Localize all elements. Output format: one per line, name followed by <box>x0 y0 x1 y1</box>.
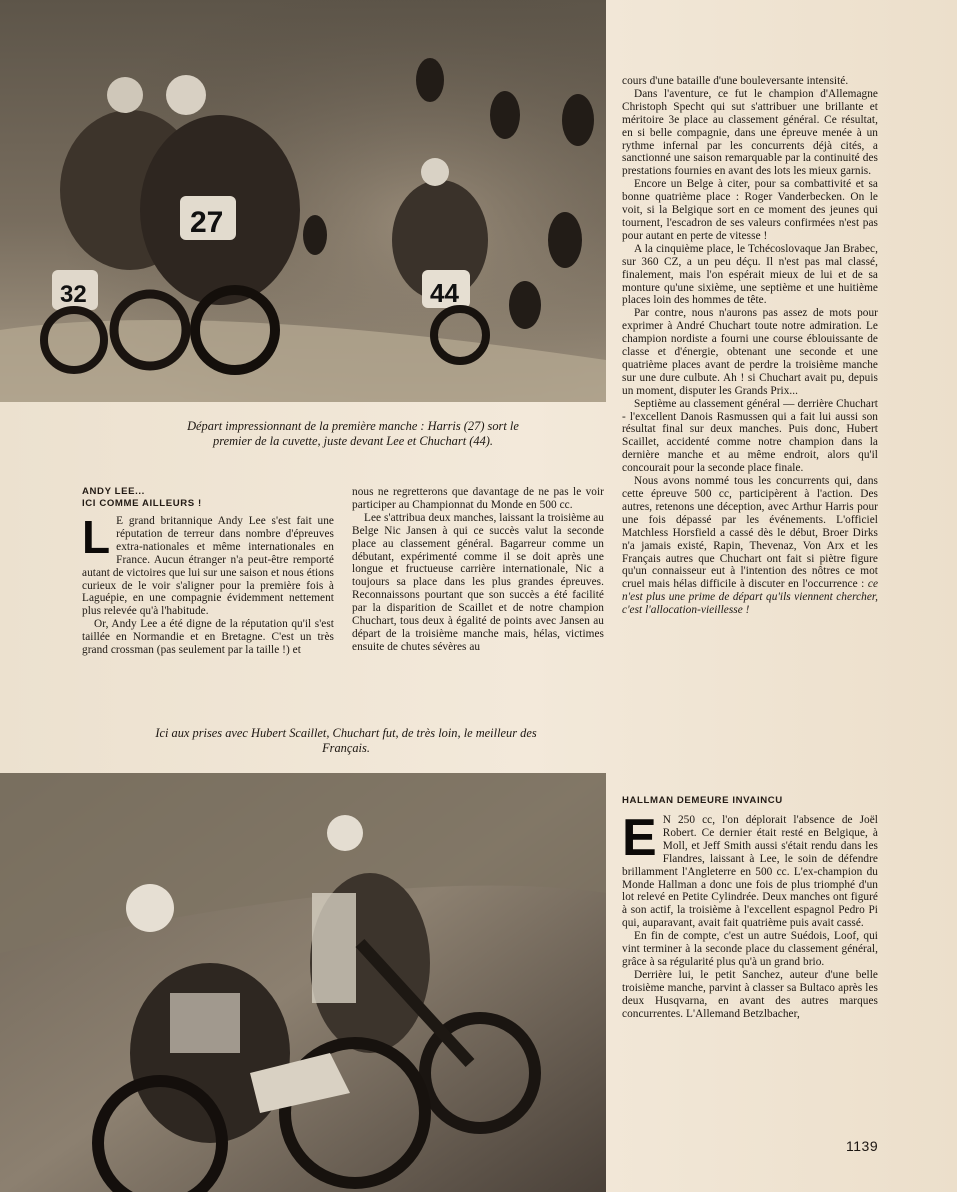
article-column-middle <box>352 486 604 654</box>
section-heading-line1: ANDY LEE... <box>82 486 145 497</box>
caption-top: Départ impressionnant de la première manche : Harris (27) sort le premier de la cuvette, juste devant Lee et Chuchart (44). <box>187 419 519 448</box>
paragraph: Septième au classement général — derrière Chuchart - l'excellent Danois Rasmussen qui a fait lui aussi son résultat final sur deux manches. Puis donc, Hubert Scaillet, accidenté comme notre champion dans la dernière manche et au même endroit, alors qu'il concourait pour la seconde place finale. <box>622 397 878 475</box>
bike-number-44: 44 <box>430 278 459 308</box>
race-start-photo <box>0 0 606 402</box>
paragraph-text: E grand britannique Andy Lee s'est fait une réputation de terreur dans nombre d'épreuves extra-nationales et même internationales en France. Aucun étranger n'a peut-être remporté autant de victoires que lui sur une saison et nous étions curieux de le voir s'aligner pour la première fois à Laguépie, en une compagnie évidemment nettement plus relevée qu'à l'habitude. <box>82 515 334 618</box>
page-number: 1139 <box>846 1138 879 1154</box>
section-heading-line2: ICI COMME AILLEURS ! <box>82 498 202 509</box>
paragraph: Encore un Belge à citer, pour sa combattivité et sa bonne quatrième place : Roger Vanderbecken. On le voit, si la Belgique sort en ce moment des jeunes qui tournent, l'escadron de ses valeurs confirmées n'est pas pour autant en perte de vitesse ! <box>622 178 878 242</box>
paragraph <box>622 475 878 617</box>
article-column-left <box>82 486 334 657</box>
article-column-right-bottom <box>622 795 878 1021</box>
paragraph: Lee s'attribua deux manches, laissant la troisième au Belge Nic Jansen à qui ce succès valut la seconde place au classement général. Bagarreur comme un débutant, expérimenté comme il se doit après une longue et fructueuse carrière internationale, Nic a toujours sa place dans les plus grandes épreuves. Reconnaissons pourtant que son succès a été facilité par la disparition de Scaillet et de notre champion Chuchart, tous deux à égalité de points avec Jansen au départ de la troisième manche mais, hélas, victimes ensuite de chutes sévères au <box>352 511 604 653</box>
drop-cap: E <box>622 809 657 867</box>
article-column-right <box>622 75 878 617</box>
bike-number-32: 32 <box>60 281 87 308</box>
paragraph-text: Nous avons nommé tous les concurrents qui, dans cette épreuve 500 cc, participèrent à l'action. Des autres, retenons une déception, avec Arthur Harris pour une fois dépassé par les événements. L'officiel Matchless Horsfield a cassé dès le début, Broer Dirks n'a jamais existé, Rapin, Thevenaz, Von Arx et les Français autres que Chuchart ont fait si piètre figure qu'un connaisseur eut à l'intention des nôtres ce mot cruel mais hélas difficile à discuter en l'occurrence : <box>622 475 878 591</box>
paragraph: Derrière lui, le petit Sanchez, auteur d'une belle troisième manche, parvint à classer sa Bultaco après les deux Husqvarna, en avant des autres marques concurrentes. L'Allemand Betzlbacher, <box>622 968 878 1020</box>
paragraph: cours d'une bataille d'une bouleversante intensité. <box>622 75 849 87</box>
bike-number-27: 27 <box>190 206 224 239</box>
paragraph: A la cinquième place, le Tchécoslovaque Jan Brabec, sur 360 CZ, a un peu déçu. Il n'est pas mal classé, finalement, mais l'on espérait mieux de lui et de sa monture qu'une sixième, une septième et une huitième places loin des hommes de tête. <box>622 242 878 307</box>
paragraph: Dans l'aventure, ce fut le champion d'Allemagne Christoph Specht qui sut s'attribuer une brillante et méritoire 3e place au classement général. Ce résultat, en si belle compagnie, dans une épreuve menée à un rythme infernal par les concurrents déjà cités, a sanctionné une saison remarquable par la continuité des prestations fournies en avant des lots les mieux garnis. <box>622 87 878 178</box>
drop-cap: L <box>82 511 111 563</box>
chuchart-scaillet-photo <box>0 773 606 1192</box>
quote-text: ce n'est plus une prime de départ qu'ils viennent chercher, c'est l'allocation-vieillesse ! <box>622 578 879 617</box>
paragraph <box>82 511 334 618</box>
paragraph: nous ne regretterons que davantage de ne pas le voir participer au Championnat du Monde en 500 cc. <box>352 486 604 511</box>
paragraph <box>622 809 878 930</box>
paragraph: Par contre, nous n'aurons pas assez de mots pour exprimer à André Chuchart toute notre admiration. Le champion nordiste a fourni une course éblouissante de classe et d'énergie, obtenant une seconde et une quatrième places avant de perdre la troisième manche sur une dure culbute. Ah ! si Chuchart avait pu, depuis un moment, disputer les Grands Prix... <box>622 307 878 397</box>
paragraph-text: N 250 cc, l'on déplorait l'absence de Joël Robert. Ce dernier était resté en Belgique, à Moll, et Jeff Smith aussi s'était rendu dans les Flandres, laissant à Lee, le soin de défendre brillamment l'Angleterre en 500 cc. L'ex-champion du Monde Hallman a donc une fois de plus triomphé d'un lot relevé en Petite Cylindrée. Deux manches ont figuré à son actif, la troisième à l'excellent espagnol Pedro Pi qui, auparavant, avait fait quatrième puis avait cassé. <box>622 814 878 930</box>
paragraph: En fin de compte, c'est un autre Suédois, Loof, qui vint terminer à la seconde place du classement général, grâce à sa régularité plus qu'à un grand brio. <box>622 930 878 968</box>
paragraph: Or, Andy Lee a été digne de la réputation qu'il s'est taillée en Normandie et en Bretagne. C'est un très grand crossman (pas seulement par la taille !) et <box>82 618 334 657</box>
section-heading: HALLMAN DEMEURE INVAINCU <box>622 795 783 806</box>
caption-middle: Ici aux prises avec Hubert Scaillet, Chuchart fut, de très loin, le meilleur des Français. <box>155 726 537 755</box>
